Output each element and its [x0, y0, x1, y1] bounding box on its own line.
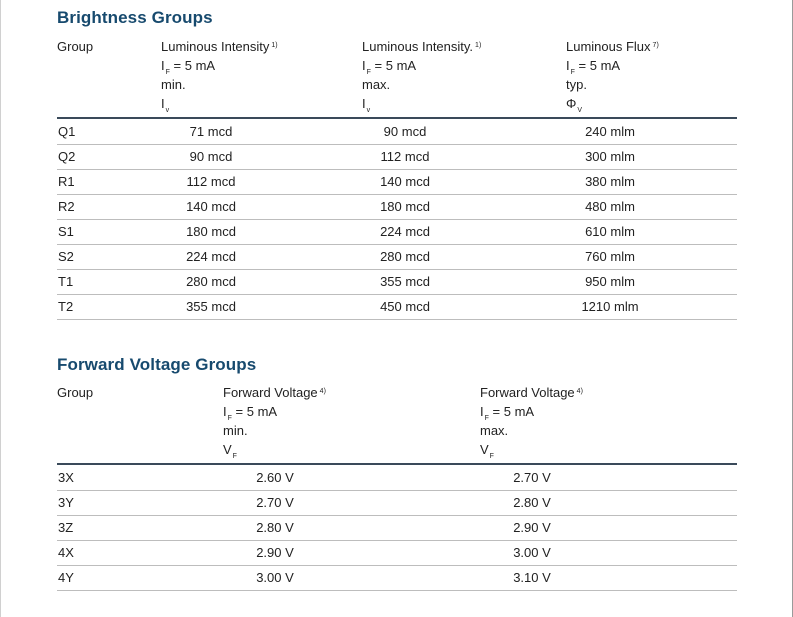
- voltage-cell-group: 3X: [58, 470, 74, 485]
- brightness-header-flux: Luminous Flux $^{7)}$ $I_F = 5$ mA typ. $\Phi_V$: [566, 39, 659, 114]
- voltage-cell-min: 3.00 V: [256, 570, 294, 585]
- page-left-edge: [0, 0, 1, 617]
- brightness-cell-min: 140 mcd: [186, 199, 236, 214]
- voltage-header-max: Forward Voltage $^{4)}$ $I_F = 5$ mA max. $V_F$: [480, 385, 583, 460]
- voltage-table-row: [57, 465, 737, 491]
- brightness-cell-group: T2: [58, 299, 74, 314]
- voltage-cell-max: 3.10 V: [513, 570, 551, 585]
- brightness-cell-min: 280 mcd: [186, 274, 236, 289]
- voltage-table-row: [57, 515, 737, 541]
- brightness-cell-flux: 1210 mlm: [581, 299, 639, 314]
- brightness-table-row: [57, 244, 737, 270]
- brightness-cell-group: Q2: [58, 149, 76, 164]
- brightness-cell-max: 450 mcd: [380, 299, 430, 314]
- brightness-cell-min: 224 mcd: [186, 249, 236, 264]
- brightness-cell-min: 90 mcd: [189, 149, 233, 164]
- brightness-cell-group: S1: [58, 224, 74, 239]
- brightness-cell-flux: 610 mlm: [585, 224, 635, 239]
- brightness-cell-flux: 380 mlm: [585, 174, 635, 189]
- voltage-cell-group: 4Y: [58, 570, 74, 585]
- brightness-header-intensity-max: Luminous Intensity. $^{1)}$ $I_F = 5$ mA max. $I_v$: [362, 39, 482, 114]
- forward-voltage-groups-title: Forward Voltage Groups: [57, 355, 257, 374]
- brightness-cell-max: 180 mcd: [380, 199, 430, 214]
- brightness-cell-max: 140 mcd: [380, 174, 430, 189]
- brightness-cell-max: 90 mcd: [383, 124, 427, 139]
- brightness-header-group: Group: [57, 39, 94, 54]
- brightness-cell-min: 112 mcd: [186, 174, 236, 189]
- brightness-table-row: [57, 144, 737, 170]
- voltage-cell-min: 2.90 V: [256, 545, 294, 560]
- brightness-cell-flux: 300 mlm: [585, 149, 635, 164]
- brightness-table-row: [57, 219, 737, 245]
- voltage-header-min: Forward Voltage $^{4)}$ $I_F = 5$ mA min. $V_F$: [223, 385, 326, 460]
- brightness-cell-min: 71 mcd: [189, 124, 233, 139]
- voltage-cell-group: 3Y: [58, 495, 74, 510]
- brightness-cell-group: S2: [58, 249, 74, 264]
- brightness-cell-group: R2: [58, 199, 75, 214]
- brightness-groups-title: Brightness Groups: [57, 8, 213, 27]
- voltage-cell-min: 2.80 V: [256, 520, 294, 535]
- brightness-cell-flux: 240 mlm: [585, 124, 635, 139]
- voltage-cell-min: 2.70 V: [256, 495, 294, 510]
- brightness-cell-min: 355 mcd: [186, 299, 236, 314]
- voltage-cell-max: 2.90 V: [513, 520, 551, 535]
- brightness-header-intensity-min: Luminous Intensity $^{1)}$ $I_F = 5$ mA min. $I_v$: [161, 39, 278, 114]
- voltage-cell-group: 3Z: [58, 520, 74, 535]
- brightness-cell-group: Q1: [58, 124, 76, 139]
- brightness-table-row: [57, 294, 737, 320]
- brightness-table-row: [57, 169, 737, 195]
- voltage-cell-min: 2.60 V: [256, 470, 294, 485]
- brightness-cell-flux: 760 mlm: [585, 249, 635, 264]
- voltage-table-row: [57, 490, 737, 516]
- brightness-cell-flux: 480 mlm: [585, 199, 635, 214]
- brightness-table-row: [57, 119, 737, 145]
- voltage-cell-max: 2.80 V: [513, 495, 551, 510]
- brightness-table-row: [57, 269, 737, 295]
- voltage-cell-group: 4X: [58, 545, 74, 560]
- brightness-cell-max: 224 mcd: [380, 224, 430, 239]
- brightness-cell-flux: 950 mlm: [585, 274, 635, 289]
- brightness-cell-min: 180 mcd: [186, 224, 236, 239]
- voltage-table-row: [57, 565, 737, 591]
- voltage-cell-max: 3.00 V: [513, 545, 551, 560]
- brightness-cell-max: 355 mcd: [380, 274, 430, 289]
- voltage-cell-max: 2.70 V: [513, 470, 551, 485]
- brightness-cell-group: R1: [58, 174, 75, 189]
- brightness-cell-max: 112 mcd: [380, 149, 430, 164]
- brightness-cell-group: T1: [58, 274, 74, 289]
- brightness-table-row: [57, 194, 737, 220]
- voltage-header-group: Group: [57, 385, 94, 400]
- brightness-cell-max: 280 mcd: [380, 249, 430, 264]
- voltage-table-row: [57, 540, 737, 566]
